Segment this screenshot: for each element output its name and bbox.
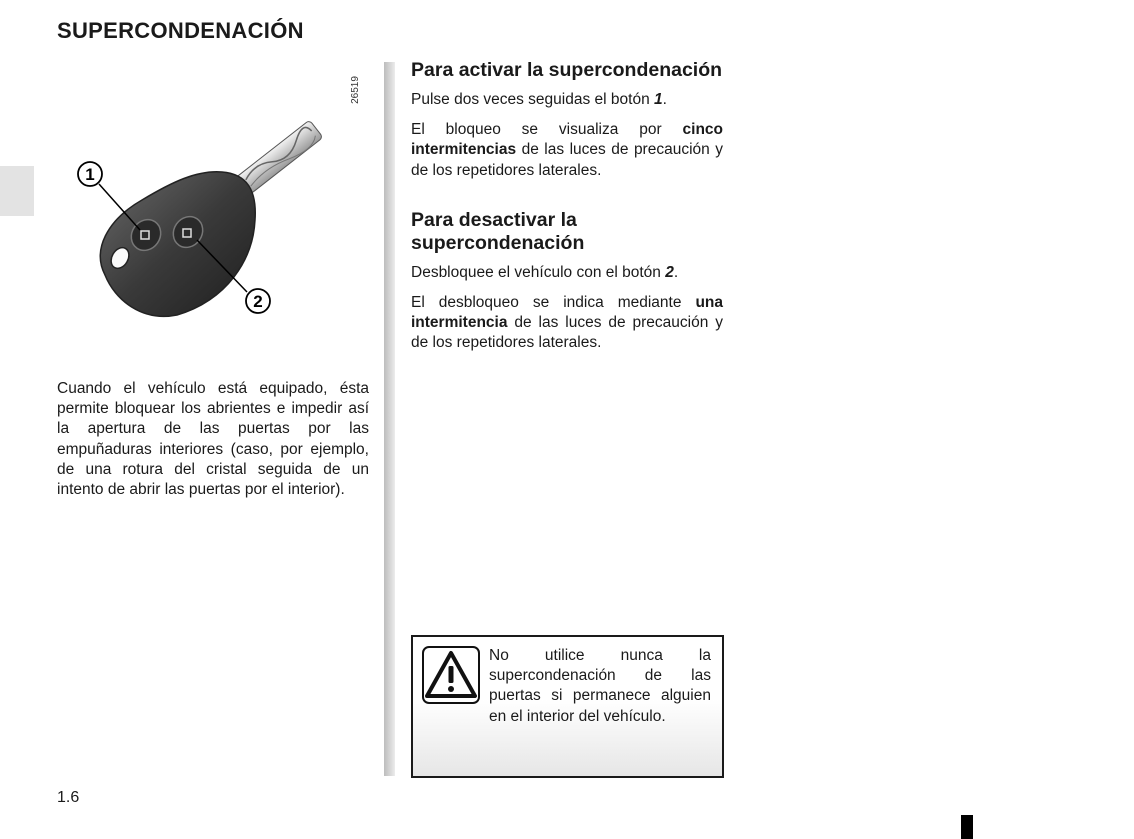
chapter-tab — [0, 166, 34, 216]
key-fob-illustration — [57, 60, 372, 350]
deactivate-heading: Para desactivar la supercondenación — [411, 208, 585, 254]
warning-triangle-icon — [422, 646, 480, 704]
button-2-ref: 2 — [665, 263, 674, 281]
button-1-ref: 1 — [654, 91, 663, 108]
instructions-column — [411, 59, 723, 364]
callout-2-label: 2 — [253, 292, 263, 311]
column-divider — [384, 62, 395, 776]
warning-text: No utilice nunca la supercondenación de las puertas si permanece alguien en el interior del vehículo. — [489, 647, 711, 725]
corner-mark — [961, 815, 973, 839]
deactivate-result: El desbloqueo se indica mediante una intermitencia de las luces de precaución y de los repetidores laterales. — [411, 294, 723, 352]
activate-heading: Para activar la supercondenación — [411, 59, 723, 81]
activate-result: El bloqueo se visualiza por cinco intermitencias de las luces de precaución y de los repetidores laterales. — [411, 121, 723, 179]
key-fob-figure — [57, 60, 372, 350]
page-title: SUPERCONDENACIÓN — [57, 18, 304, 43]
callout-1-label: 1 — [85, 165, 95, 184]
page-number: 1.6 — [57, 789, 80, 806]
figure-code: 26519 — [349, 76, 361, 104]
intro-paragraph: Cuando el vehículo está equipado, ésta permite bloquear los abrientes e impedir así la apertura de las puertas por las empuñaduras interiores (caso, por ejemplo, de una rotura del cristal seguida de un intento de abrir las puertas por el interior). — [57, 380, 369, 499]
deactivate-step: Desbloquee el vehículo con el botón 2. — [411, 263, 679, 281]
warning-box — [411, 635, 724, 778]
activate-step: Pulse dos veces seguidas el botón 1. — [411, 91, 667, 108]
